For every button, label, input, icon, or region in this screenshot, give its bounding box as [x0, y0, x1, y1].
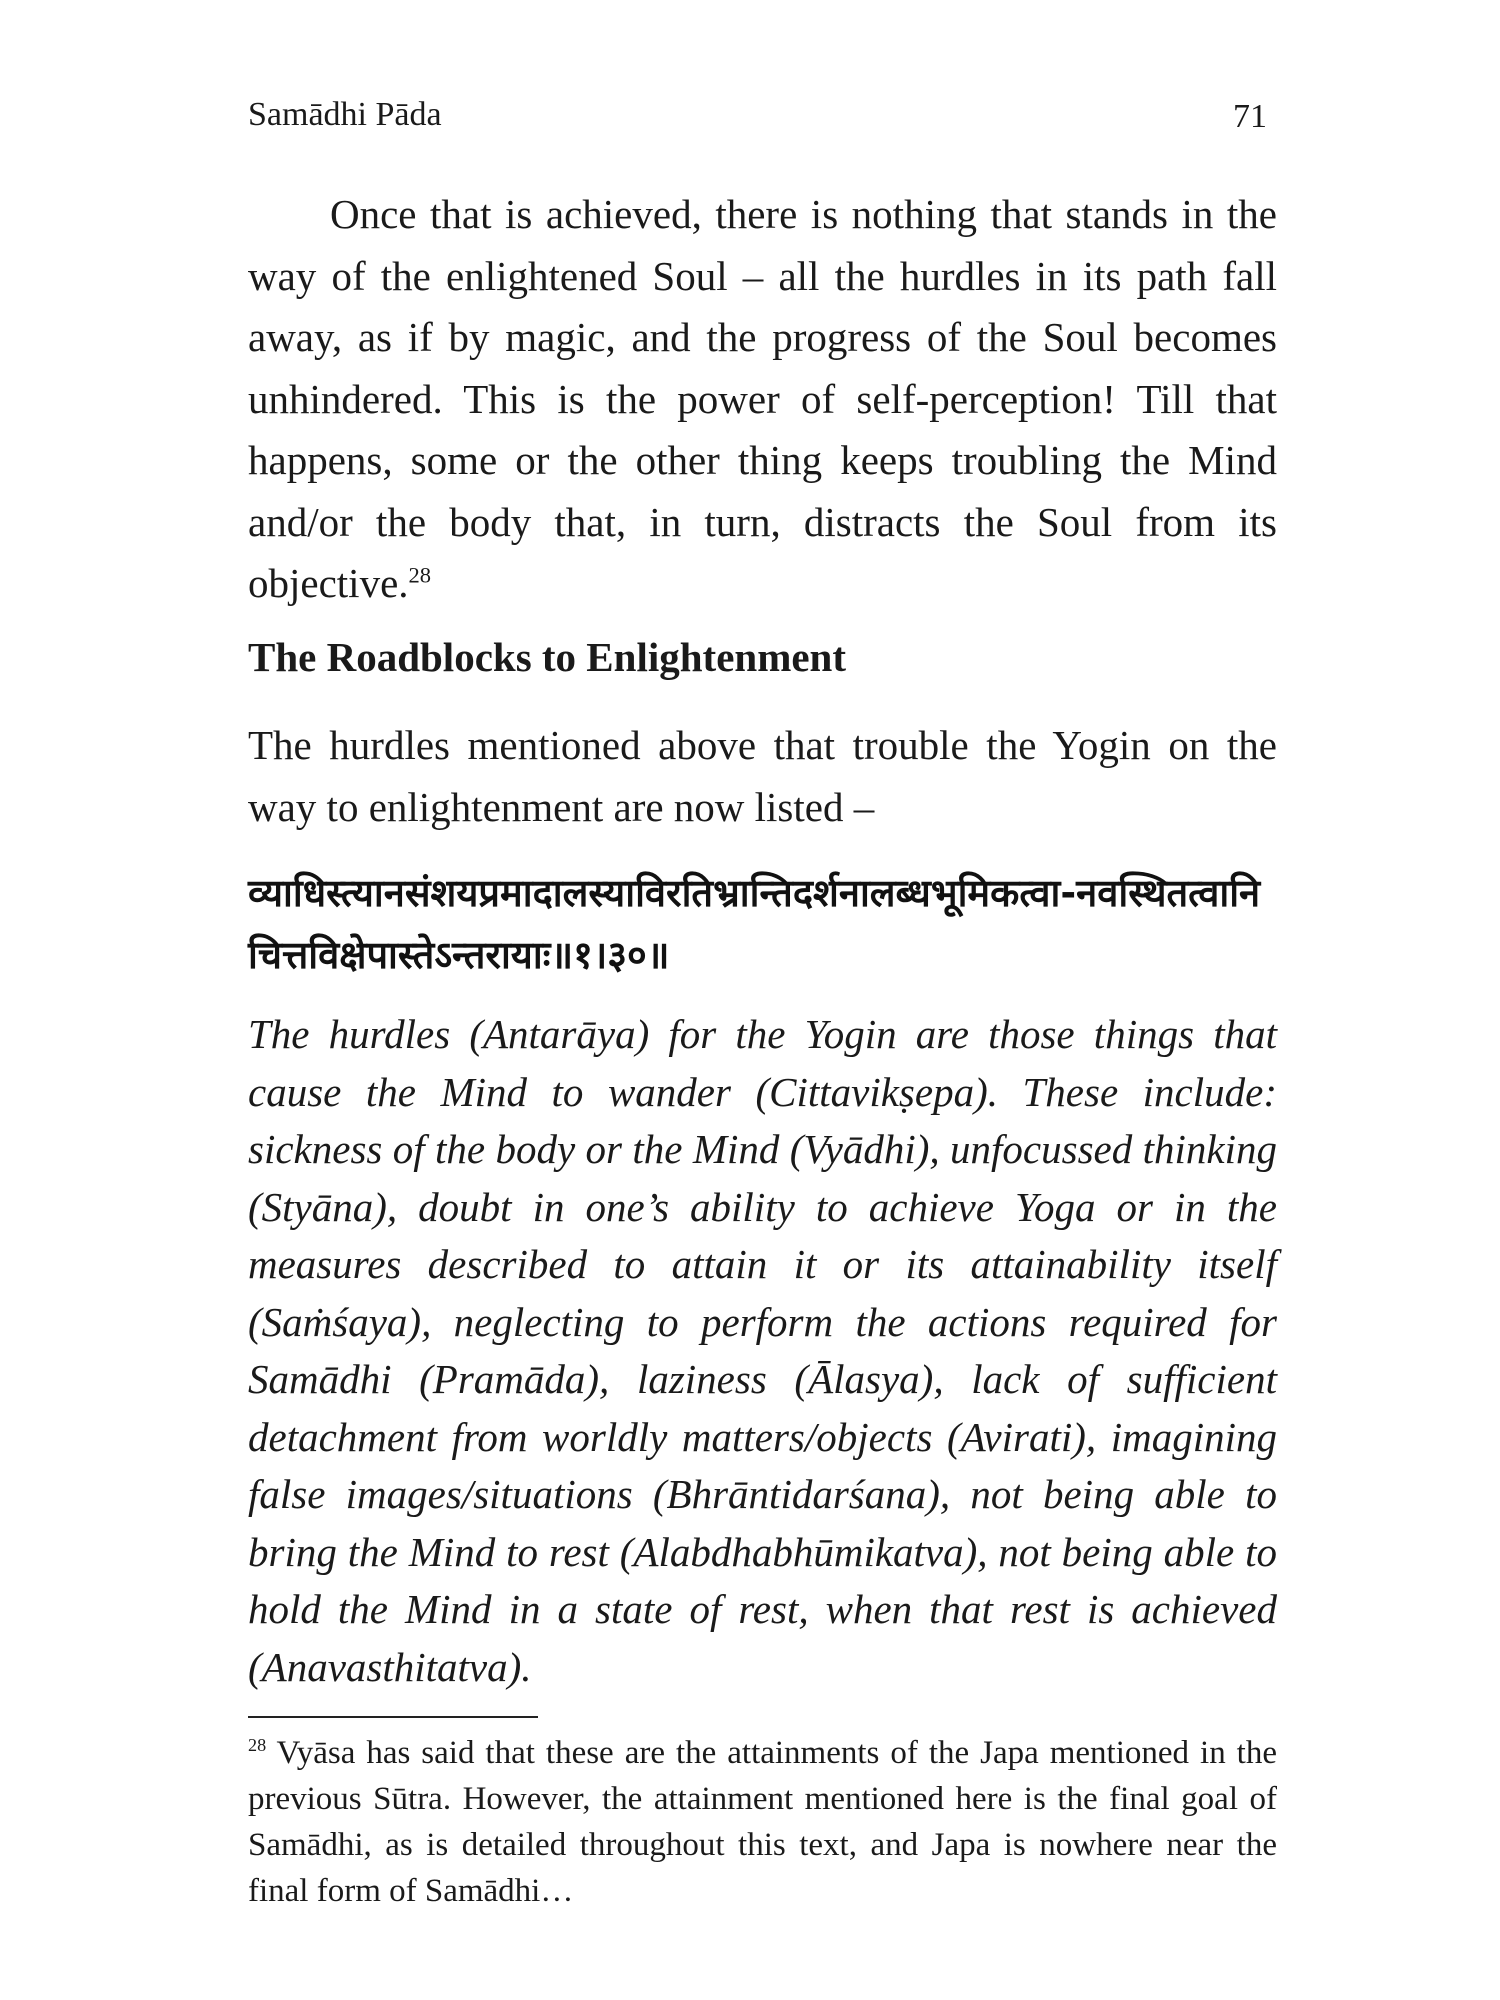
- footnote-number: 28: [248, 1735, 267, 1755]
- page-number: 71: [1233, 98, 1267, 135]
- paragraph-text: Once that is achieved, there is nothing that stands in the way of the enlightened Soul – all the hurdles in its path fall away, as if by magic, and the progress of the Soul becomes unhindered. This is the power of self-perception! Till that happens, some or the other thing keeps troubling the Mind and/or the body that, in turn, distracts the Soul from its objective.: [248, 191, 1277, 606]
- sutra-translation: The hurdles (Antarāya) for the Yogin are those things that cause the Mind to wander (Cittavikṣepa). These include: sickness of the body or the Mind (Vyādhi), unfocussed thinking (Styāna), doubt in one’s ability to achieve Yoga or in the measures described to attain it or its attainability itself (Saṁśaya), neglecting to perform the actions required for Samādhi (Pramāda), laziness (Ālasya), lack of sufficient detachment from worldly matters/objects (Avirati), imagining false images/situations (Bhrāntidarśana), not being able to bring the Mind to rest (Alabdhabhūmikatva), not being able to hold the Mind in a state of rest, when that rest is achieved (Anavasthitatva).: [248, 1011, 1277, 1690]
- section-intro: [248, 715, 1277, 838]
- running-title: Samādhi Pāda: [248, 96, 442, 133]
- footnote-divider: [248, 1716, 538, 1718]
- paragraph-self-perception: [248, 184, 1277, 615]
- section-heading: The Roadblocks to Enlightenment: [248, 634, 847, 680]
- sanskrit-sutra: व्याधिस्त्यानसंशयप्रमादालस्याविरतिभ्रान्तिदर्शनालब्धभूमिकत्वा-नवस्थितत्वानि चित्तविक्षेपास्तेऽन्तरायाः॥१।३०॥: [248, 871, 1261, 977]
- footnote: [248, 1730, 1277, 1914]
- intro-text: The hurdles mentioned above that trouble the Yogin on the way to enlightenment are now listed –: [248, 722, 1277, 830]
- footnote-text: Vyāsa has said that these are the attainments of the Japa mentioned in the previous Sūtra. However, the attainment mentioned here is the final goal of Samādhi, as is detailed throughout this text, and Japa is nowhere near the final form of Samādhi…: [248, 1735, 1277, 1909]
- footnote-reference: 28: [408, 562, 432, 588]
